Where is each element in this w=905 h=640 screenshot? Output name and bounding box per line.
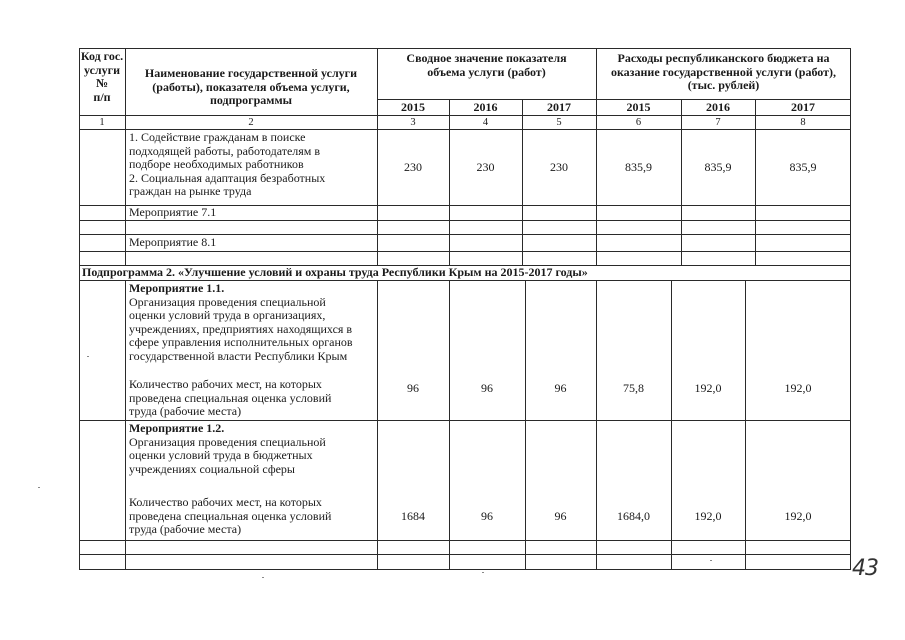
table-bottom-border — [79, 569, 851, 570]
column-number: 6 — [635, 117, 642, 128]
header-name-col: Наименование государственной услуги (работы), показателя объема услуги, подпрограммы — [144, 66, 358, 108]
subprogram-title: Подпрограмма 2. «Улучшение условий и охраны труда Республики Крым на 2015-2017 годы» — [82, 265, 588, 279]
year-header: 2015 — [626, 100, 651, 114]
value-cell: 230 — [550, 160, 568, 174]
header-code-col: Код гос. услуги № п/п — [80, 49, 124, 104]
value-cell: 96 — [407, 381, 419, 395]
value-cell: 75,8 — [623, 381, 644, 395]
measure-7-1: Мероприятие 7.1 — [129, 205, 217, 219]
row-rule — [79, 554, 851, 555]
col-divider — [377, 48, 378, 265]
column-number: 1 — [99, 117, 105, 128]
row-rule — [79, 220, 851, 221]
value-cell: 96 — [481, 509, 493, 523]
column-number: 8 — [800, 117, 806, 128]
value-cell: 192,0 — [784, 381, 812, 395]
value-cell: 1684 — [401, 509, 425, 523]
value-cell: 96 — [554, 381, 567, 395]
year-header: 2015 — [401, 100, 425, 114]
scan-speck — [87, 356, 89, 357]
measure-1-1: Мероприятие 1.1. Организация проведения специальной оценки условий труда в организациях, учреждениях, предприятиях находящихся в сфере управления исполнительных органов государственной власти Республики Крым — [129, 281, 353, 363]
measure-1-2-indicator: Количество рабочих мест, на которых проведена специальная оценка условий труда (рабочие места) — [129, 495, 332, 537]
year-header: 2016 — [473, 100, 498, 114]
scan-speck — [262, 577, 264, 578]
column-number: 3 — [410, 117, 416, 128]
measure-1-1-indicator: Количество рабочих мест, на которых проведена специальная оценка условий труда (рабочие места) — [129, 377, 332, 419]
column-number: 5 — [556, 117, 562, 128]
col-divider — [377, 280, 378, 569]
services-table — [79, 48, 851, 570]
column-number: 4 — [482, 117, 489, 128]
value-cell: 96 — [481, 381, 493, 395]
row-rule — [79, 540, 851, 541]
table-top-border — [79, 48, 851, 49]
value-cell: 192,0 — [694, 509, 722, 523]
col-divider — [125, 280, 126, 569]
scan-speck — [710, 560, 712, 561]
value-cell: 835,9 — [789, 160, 817, 174]
measure-8-1: Мероприятие 8.1 — [129, 235, 217, 249]
value-cell: 192,0 — [784, 509, 812, 523]
value-cell: 1684,0 — [617, 509, 650, 523]
year-header: 2017 — [791, 100, 815, 114]
value-cell: 835,9 — [704, 160, 732, 174]
col-divider — [671, 280, 672, 569]
value-cell: 230 — [476, 160, 495, 174]
scan-speck — [38, 487, 40, 488]
service-description: 1. Содействие гражданам в поиске подходящей работы, работодателям в подборе необходимых работников 2. Социальная адаптация безработных граждан на рынке труда — [129, 130, 326, 199]
col-divider — [745, 280, 746, 569]
page-number: 43 — [852, 556, 878, 581]
value-cell: 96 — [554, 509, 567, 523]
year-header: 2016 — [706, 100, 730, 114]
year-header: 2017 — [547, 100, 571, 114]
col-divider — [449, 280, 450, 569]
column-number: 2 — [248, 117, 254, 128]
value-cell: 835,9 — [625, 160, 652, 174]
measure-1-2: Мероприятие 1.2. Организация проведения специальной оценки условий труда в бюджетных учреждениях социальной сферы — [129, 421, 326, 476]
value-cell: 230 — [404, 160, 422, 174]
col-divider — [596, 280, 597, 569]
column-number: 7 — [715, 117, 721, 128]
col-divider — [525, 280, 526, 569]
header-budget-group: Расходы республиканского бюджета на оказание государственной услуги (работ), (тыс. рублей) — [610, 51, 837, 93]
header-volume-group: Сводное значение показателя объема услуги (работ) — [406, 51, 567, 79]
value-cell: 192,0 — [694, 381, 722, 395]
row-rule — [79, 251, 851, 252]
scan-speck — [482, 572, 484, 573]
